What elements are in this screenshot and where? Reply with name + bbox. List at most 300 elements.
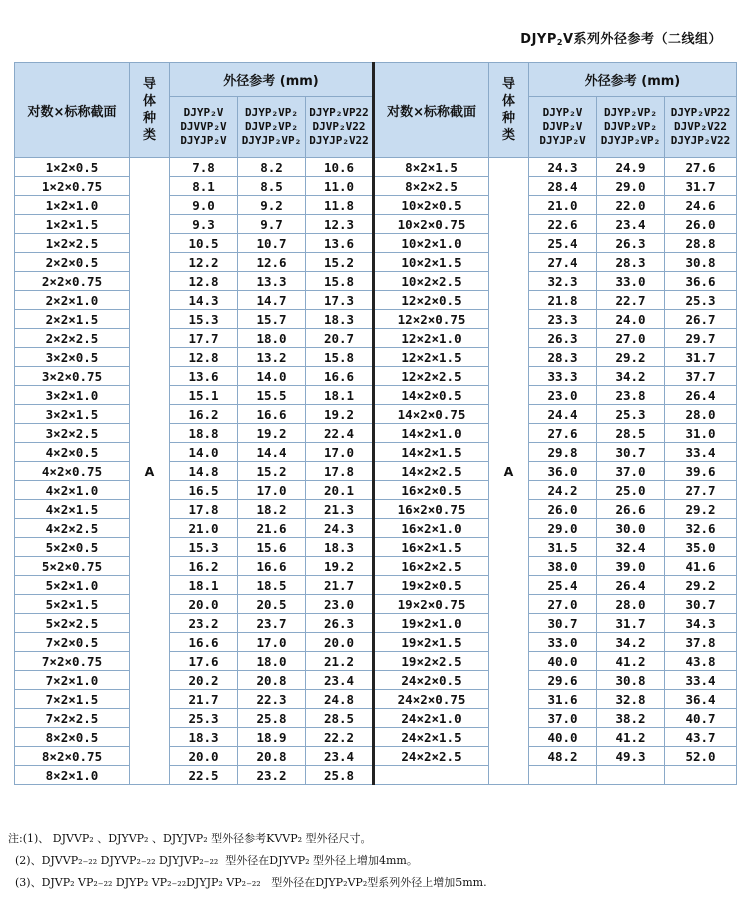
- table-cell: 8×2×1.5: [374, 158, 489, 177]
- table-cell: 16×2×0.5: [374, 481, 489, 500]
- table-cell: 20.2: [170, 671, 238, 690]
- table-cell: 14×2×2.5: [374, 462, 489, 481]
- table-cell: 38.2: [597, 709, 665, 728]
- table-cell: 20.0: [306, 633, 374, 652]
- table-cell: 24.4: [529, 405, 597, 424]
- table-row: [15, 291, 737, 310]
- table-cell: 22.2: [306, 728, 374, 747]
- table-row: [15, 481, 737, 500]
- table-cell: 31.6: [529, 690, 597, 709]
- table-cell: 17.8: [170, 500, 238, 519]
- table-cell: 33.4: [665, 443, 737, 462]
- table-cell: 13.6: [170, 367, 238, 386]
- conductor-type: A: [130, 158, 170, 785]
- table-cell: 21.0: [529, 196, 597, 215]
- table-row: [15, 690, 737, 709]
- table-cell: 34.2: [597, 633, 665, 652]
- table-row: [15, 177, 737, 196]
- table-cell: 43.7: [665, 728, 737, 747]
- table-cell: 41.2: [597, 652, 665, 671]
- table-cell: 24.3: [529, 158, 597, 177]
- table-cell: 15.5: [238, 386, 306, 405]
- table-cell: 12×2×2.5: [374, 367, 489, 386]
- table-cell: 9.3: [170, 215, 238, 234]
- table-cell: 27.6: [665, 158, 737, 177]
- table-cell: 41.6: [665, 557, 737, 576]
- table-cell: 30.7: [529, 614, 597, 633]
- table-cell: 28.5: [306, 709, 374, 728]
- table-cell: 19.2: [306, 557, 374, 576]
- table-row: [15, 329, 737, 348]
- table-cell: 10×2×2.5: [374, 272, 489, 291]
- table-cell: 1×2×2.5: [15, 234, 130, 253]
- table-cell: [665, 766, 737, 785]
- table-cell: 30.8: [665, 253, 737, 272]
- table-cell: 7×2×0.75: [15, 652, 130, 671]
- notes: [8, 828, 487, 894]
- table-cell: 9.7: [238, 215, 306, 234]
- table-cell: 31.7: [597, 614, 665, 633]
- table-cell: 19×2×0.5: [374, 576, 489, 595]
- table-cell: 3×2×1.5: [15, 405, 130, 424]
- table-cell: 12×2×0.75: [374, 310, 489, 329]
- table-cell: 17.8: [306, 462, 374, 481]
- table-cell: 25.0: [597, 481, 665, 500]
- table-cell: 40.7: [665, 709, 737, 728]
- table-cell: 29.6: [529, 671, 597, 690]
- table-cell: 24×2×1.0: [374, 709, 489, 728]
- table-cell: 3×2×0.5: [15, 348, 130, 367]
- table-cell: 12×2×1.5: [374, 348, 489, 367]
- table-cell: 19×2×1.0: [374, 614, 489, 633]
- table-cell: 5×2×0.5: [15, 538, 130, 557]
- table-cell: 29.0: [597, 177, 665, 196]
- table-cell: 15.2: [238, 462, 306, 481]
- table-cell: 17.3: [306, 291, 374, 310]
- table-cell: 22.6: [529, 215, 597, 234]
- table-row: [15, 272, 737, 291]
- table-cell: 33.0: [529, 633, 597, 652]
- table-cell: 18.9: [238, 728, 306, 747]
- table-cell: 18.0: [238, 652, 306, 671]
- table-cell: 18.2: [238, 500, 306, 519]
- table-row: [15, 614, 737, 633]
- table-cell: 18.3: [306, 538, 374, 557]
- table-cell: 12.8: [170, 348, 238, 367]
- table-cell: 24×2×0.5: [374, 671, 489, 690]
- table-cell: 12.3: [306, 215, 374, 234]
- table-cell: 23.2: [170, 614, 238, 633]
- table-cell: 4×2×1.0: [15, 481, 130, 500]
- table-cell: 16×2×2.5: [374, 557, 489, 576]
- table-cell: 36.4: [665, 690, 737, 709]
- table-row: [15, 405, 737, 424]
- table-cell: 22.3: [238, 690, 306, 709]
- table-cell: 3×2×0.75: [15, 367, 130, 386]
- table-cell: 19.2: [238, 424, 306, 443]
- table-cell: 20.8: [238, 671, 306, 690]
- table-cell: 14.4: [238, 443, 306, 462]
- table-cell: 27.7: [665, 481, 737, 500]
- table-cell: 11.0: [306, 177, 374, 196]
- table-cell: 5×2×0.75: [15, 557, 130, 576]
- table-cell: 24.6: [665, 196, 737, 215]
- table-cell: 20.0: [170, 595, 238, 614]
- table-cell: 1×2×1.0: [15, 196, 130, 215]
- table-cell: 12.2: [170, 253, 238, 272]
- table-cell: 29.8: [529, 443, 597, 462]
- table-cell: 2×2×1.0: [15, 291, 130, 310]
- table-cell: 27.4: [529, 253, 597, 272]
- table-cell: 23.4: [306, 671, 374, 690]
- table-cell: 21.3: [306, 500, 374, 519]
- table-cell: 7×2×0.5: [15, 633, 130, 652]
- table-cell: 7×2×1.0: [15, 671, 130, 690]
- table-cell: 16.2: [170, 557, 238, 576]
- table-cell: 26.0: [529, 500, 597, 519]
- table-cell: 17.0: [306, 443, 374, 462]
- table-cell: 26.3: [529, 329, 597, 348]
- header-model-group: DJYP₂VP₂ DJVP₂VP₂ DJYJP₂VP₂: [597, 97, 665, 158]
- table-cell: 25.8: [238, 709, 306, 728]
- note-line: (3)、DJVP₂ VP₂₋₂₂ DJYP₂ VP₂₋₂₂DJYJP₂ VP₂₋₂₂ 型外径在DJYP₂VP₂型系列外径上增加5mm.: [8, 876, 487, 889]
- header-model-group: DJYP₂VP22 DJVP₂V22 DJYJP₂V22: [665, 97, 737, 158]
- table-cell: 10×2×0.5: [374, 196, 489, 215]
- table-cell: 8×2×0.75: [15, 747, 130, 766]
- table-cell: 33.0: [597, 272, 665, 291]
- table-row: [15, 500, 737, 519]
- table-row: [15, 253, 737, 272]
- table-cell: 24×2×1.5: [374, 728, 489, 747]
- table-cell: 7.8: [170, 158, 238, 177]
- table-cell: 33.4: [665, 671, 737, 690]
- table-cell: 37.0: [597, 462, 665, 481]
- table-cell: 24.9: [597, 158, 665, 177]
- table-cell: 8.5: [238, 177, 306, 196]
- table-cell: 19.2: [306, 405, 374, 424]
- table-cell: 2×2×2.5: [15, 329, 130, 348]
- header-model-group: DJYP₂VP₂ DJVP₂VP₂ DJYJP₂VP₂: [238, 97, 306, 158]
- table-cell: 30.7: [665, 595, 737, 614]
- table-cell: 23.2: [238, 766, 306, 785]
- conductor-type: A: [489, 158, 529, 785]
- table-cell: 16.2: [170, 405, 238, 424]
- table-cell: 8.1: [170, 177, 238, 196]
- header-model-group: DJYP₂V DJVVP₂V DJYJP₂V: [170, 97, 238, 158]
- table-cell: 21.0: [170, 519, 238, 538]
- table-cell: 14×2×0.75: [374, 405, 489, 424]
- table-cell: 5×2×2.5: [15, 614, 130, 633]
- table-cell: 31.5: [529, 538, 597, 557]
- table-cell: 14.8: [170, 462, 238, 481]
- note-line: 注:(1)、 DJVVP₂ 、DJYVP₂ 、DJYJVP₂ 型外径参考KVVP₂ 型外径尺寸。: [8, 832, 372, 845]
- table-cell: 32.8: [597, 690, 665, 709]
- table-cell: 24.0: [597, 310, 665, 329]
- table-cell: 16.6: [238, 557, 306, 576]
- table-cell: 28.4: [529, 177, 597, 196]
- table-cell: 24.8: [306, 690, 374, 709]
- table-cell: 29.2: [665, 500, 737, 519]
- table-row: [15, 443, 737, 462]
- table-cell: 15.8: [306, 272, 374, 291]
- table-cell: 20.5: [238, 595, 306, 614]
- table-cell: 19×2×0.75: [374, 595, 489, 614]
- header-model-group: DJYP₂V DJVP₂V DJYJP₂V: [529, 97, 597, 158]
- table-cell: 34.3: [665, 614, 737, 633]
- table-cell: 26.4: [597, 576, 665, 595]
- table-cell: 29.0: [529, 519, 597, 538]
- table-row: [15, 557, 737, 576]
- table-cell: 16.6: [306, 367, 374, 386]
- table-cell: 1×2×1.5: [15, 215, 130, 234]
- table-cell: 23.0: [306, 595, 374, 614]
- table-cell: 26.7: [665, 310, 737, 329]
- table-cell: 26.6: [597, 500, 665, 519]
- table-cell: 18.1: [170, 576, 238, 595]
- table-row: [15, 462, 737, 481]
- table-cell: 5×2×1.5: [15, 595, 130, 614]
- table-cell: 16.5: [170, 481, 238, 500]
- table-cell: 3×2×2.5: [15, 424, 130, 443]
- table-cell: 25.8: [306, 766, 374, 785]
- table-cell: 32.6: [665, 519, 737, 538]
- table-cell: 28.3: [597, 253, 665, 272]
- table-cell: 37.0: [529, 709, 597, 728]
- table-cell: 7×2×1.5: [15, 690, 130, 709]
- table-cell: 14.0: [238, 367, 306, 386]
- table-cell: 4×2×0.5: [15, 443, 130, 462]
- table-cell: 24×2×2.5: [374, 747, 489, 766]
- table-cell: 29.2: [665, 576, 737, 595]
- header-conductor: 导 体 种 类: [489, 63, 529, 158]
- table-cell: 19×2×2.5: [374, 652, 489, 671]
- table-cell: 16.6: [238, 405, 306, 424]
- page-title: $DJYP_2V$系列外径参考（二线组）: [520, 32, 722, 47]
- table-cell: 28.0: [665, 405, 737, 424]
- table-cell: 14×2×1.0: [374, 424, 489, 443]
- table-cell: 21.7: [306, 576, 374, 595]
- table-cell: 26.3: [597, 234, 665, 253]
- table-row: [15, 348, 737, 367]
- table-cell: 29.2: [597, 348, 665, 367]
- table-cell: 10.5: [170, 234, 238, 253]
- table-cell: 8×2×2.5: [374, 177, 489, 196]
- table-row: [15, 310, 737, 329]
- table-cell: 27.0: [597, 329, 665, 348]
- table-cell: 23.0: [529, 386, 597, 405]
- table-cell: 27.6: [529, 424, 597, 443]
- table-cell: 30.0: [597, 519, 665, 538]
- table-cell: 19×2×1.5: [374, 633, 489, 652]
- table-cell: 31.7: [665, 177, 737, 196]
- table-cell: 10.7: [238, 234, 306, 253]
- table-cell: 13.2: [238, 348, 306, 367]
- table-cell: 52.0: [665, 747, 737, 766]
- table-cell: 40.0: [529, 728, 597, 747]
- table-cell: 4×2×0.75: [15, 462, 130, 481]
- table-cell: 17.0: [238, 481, 306, 500]
- table-cell: 20.1: [306, 481, 374, 500]
- table-cell: 17.6: [170, 652, 238, 671]
- table-cell: 40.0: [529, 652, 597, 671]
- table-cell: 39.0: [597, 557, 665, 576]
- table-cell: 13.3: [238, 272, 306, 291]
- table-cell: 23.8: [597, 386, 665, 405]
- table-cell: 21.2: [306, 652, 374, 671]
- table-cell: 25.3: [665, 291, 737, 310]
- table-cell: 15.7: [238, 310, 306, 329]
- table-cell: 8.2: [238, 158, 306, 177]
- table-cell: 28.8: [665, 234, 737, 253]
- spec-table: [14, 62, 737, 785]
- table-cell: 14×2×1.5: [374, 443, 489, 462]
- table-cell: 15.6: [238, 538, 306, 557]
- table-cell: 24.2: [529, 481, 597, 500]
- table-cell: 10×2×1.0: [374, 234, 489, 253]
- table-cell: 25.4: [529, 234, 597, 253]
- table-cell: 43.8: [665, 652, 737, 671]
- table-cell: 25.3: [170, 709, 238, 728]
- table-cell: 5×2×1.0: [15, 576, 130, 595]
- table-cell: 18.0: [238, 329, 306, 348]
- table-cell: 2×2×0.5: [15, 253, 130, 272]
- table-row: [15, 424, 737, 443]
- table-cell: 22.0: [597, 196, 665, 215]
- table-row: [15, 386, 737, 405]
- table-cell: 15.3: [170, 310, 238, 329]
- table-cell: 2×2×0.75: [15, 272, 130, 291]
- table-cell: 12.6: [238, 253, 306, 272]
- table-cell: [597, 766, 665, 785]
- table-cell: 33.3: [529, 367, 597, 386]
- header-od: 外径参考 (mm): [170, 63, 374, 97]
- table-cell: 9.2: [238, 196, 306, 215]
- table-cell: 48.2: [529, 747, 597, 766]
- table-row: [15, 215, 737, 234]
- table-cell: 27.0: [529, 595, 597, 614]
- table-cell: 26.3: [306, 614, 374, 633]
- table-cell: 3×2×1.0: [15, 386, 130, 405]
- table-cell: 37.7: [665, 367, 737, 386]
- table-row: [15, 671, 737, 690]
- table-row: [15, 367, 737, 386]
- table-cell: 18.1: [306, 386, 374, 405]
- table-cell: 49.3: [597, 747, 665, 766]
- table-row: [15, 196, 737, 215]
- table-cell: 13.6: [306, 234, 374, 253]
- table-cell: 31.7: [665, 348, 737, 367]
- table-cell: 2×2×1.5: [15, 310, 130, 329]
- table-cell: 28.0: [597, 595, 665, 614]
- table-cell: 32.4: [597, 538, 665, 557]
- table-cell: 4×2×2.5: [15, 519, 130, 538]
- table-cell: 14.0: [170, 443, 238, 462]
- header-model-group: DJYP₂VP22 DJVP₂V22 DJYJP₂V22: [306, 97, 374, 158]
- header-spec: 对数×标称截面: [374, 63, 489, 158]
- table-cell: 17.7: [170, 329, 238, 348]
- table-cell: 23.4: [597, 215, 665, 234]
- table-row: [15, 519, 737, 538]
- header-od: 外径参考 (mm): [529, 63, 737, 97]
- table-cell: 1×2×0.5: [15, 158, 130, 177]
- table-row: [15, 652, 737, 671]
- table-cell: 9.0: [170, 196, 238, 215]
- table-cell: 15.8: [306, 348, 374, 367]
- table-cell: 38.0: [529, 557, 597, 576]
- table-row: [15, 766, 737, 785]
- table-cell: 18.5: [238, 576, 306, 595]
- table-cell: 15.1: [170, 386, 238, 405]
- table-row: [15, 709, 737, 728]
- table-cell: 10.6: [306, 158, 374, 177]
- table-row: [15, 595, 737, 614]
- table-cell: 24×2×0.75: [374, 690, 489, 709]
- table-cell: 26.0: [665, 215, 737, 234]
- table-row: [15, 633, 737, 652]
- table-cell: 16×2×1.0: [374, 519, 489, 538]
- table-cell: 8×2×0.5: [15, 728, 130, 747]
- table-cell: 12×2×0.5: [374, 291, 489, 310]
- table-cell: 22.7: [597, 291, 665, 310]
- table-row: [15, 728, 737, 747]
- table-cell: 37.8: [665, 633, 737, 652]
- table-cell: 36.6: [665, 272, 737, 291]
- table-cell: 18.8: [170, 424, 238, 443]
- note-line: (2)、DJVVP₂₋₂₂ DJYVP₂₋₂₂ DJYJVP₂₋₂₂ 型外径在DJYVP₂ 型外径上增加4mm。: [8, 854, 418, 867]
- table-cell: 18.3: [170, 728, 238, 747]
- table-cell: 28.5: [597, 424, 665, 443]
- table-cell: 4×2×1.5: [15, 500, 130, 519]
- table-row: [15, 158, 737, 177]
- table-cell: [374, 766, 489, 785]
- table-cell: 14.7: [238, 291, 306, 310]
- table-cell: 15.3: [170, 538, 238, 557]
- table-cell: 20.7: [306, 329, 374, 348]
- table-cell: [529, 766, 597, 785]
- table-cell: 8×2×1.0: [15, 766, 130, 785]
- table-cell: 11.8: [306, 196, 374, 215]
- table-row: [15, 538, 737, 557]
- table-cell: 12×2×1.0: [374, 329, 489, 348]
- table-cell: 16×2×0.75: [374, 500, 489, 519]
- table-cell: 25.4: [529, 576, 597, 595]
- table-cell: 10×2×0.75: [374, 215, 489, 234]
- table-cell: 18.3: [306, 310, 374, 329]
- table-cell: 25.3: [597, 405, 665, 424]
- table-cell: 12.8: [170, 272, 238, 291]
- table-row: [15, 234, 737, 253]
- table-cell: 17.0: [238, 633, 306, 652]
- table-cell: 35.0: [665, 538, 737, 557]
- table-cell: 21.6: [238, 519, 306, 538]
- header-conductor: 导 体 种 类: [130, 63, 170, 158]
- table-cell: 10×2×1.5: [374, 253, 489, 272]
- table-cell: 23.7: [238, 614, 306, 633]
- table-cell: 21.7: [170, 690, 238, 709]
- table-cell: 23.4: [306, 747, 374, 766]
- table-cell: 36.0: [529, 462, 597, 481]
- table-cell: 30.8: [597, 671, 665, 690]
- table-cell: 1×2×0.75: [15, 177, 130, 196]
- table-cell: 20.8: [238, 747, 306, 766]
- table-cell: 16.6: [170, 633, 238, 652]
- table-cell: 32.3: [529, 272, 597, 291]
- table-cell: 34.2: [597, 367, 665, 386]
- table-cell: 14.3: [170, 291, 238, 310]
- table-cell: 22.4: [306, 424, 374, 443]
- table-cell: 24.3: [306, 519, 374, 538]
- table-cell: 31.0: [665, 424, 737, 443]
